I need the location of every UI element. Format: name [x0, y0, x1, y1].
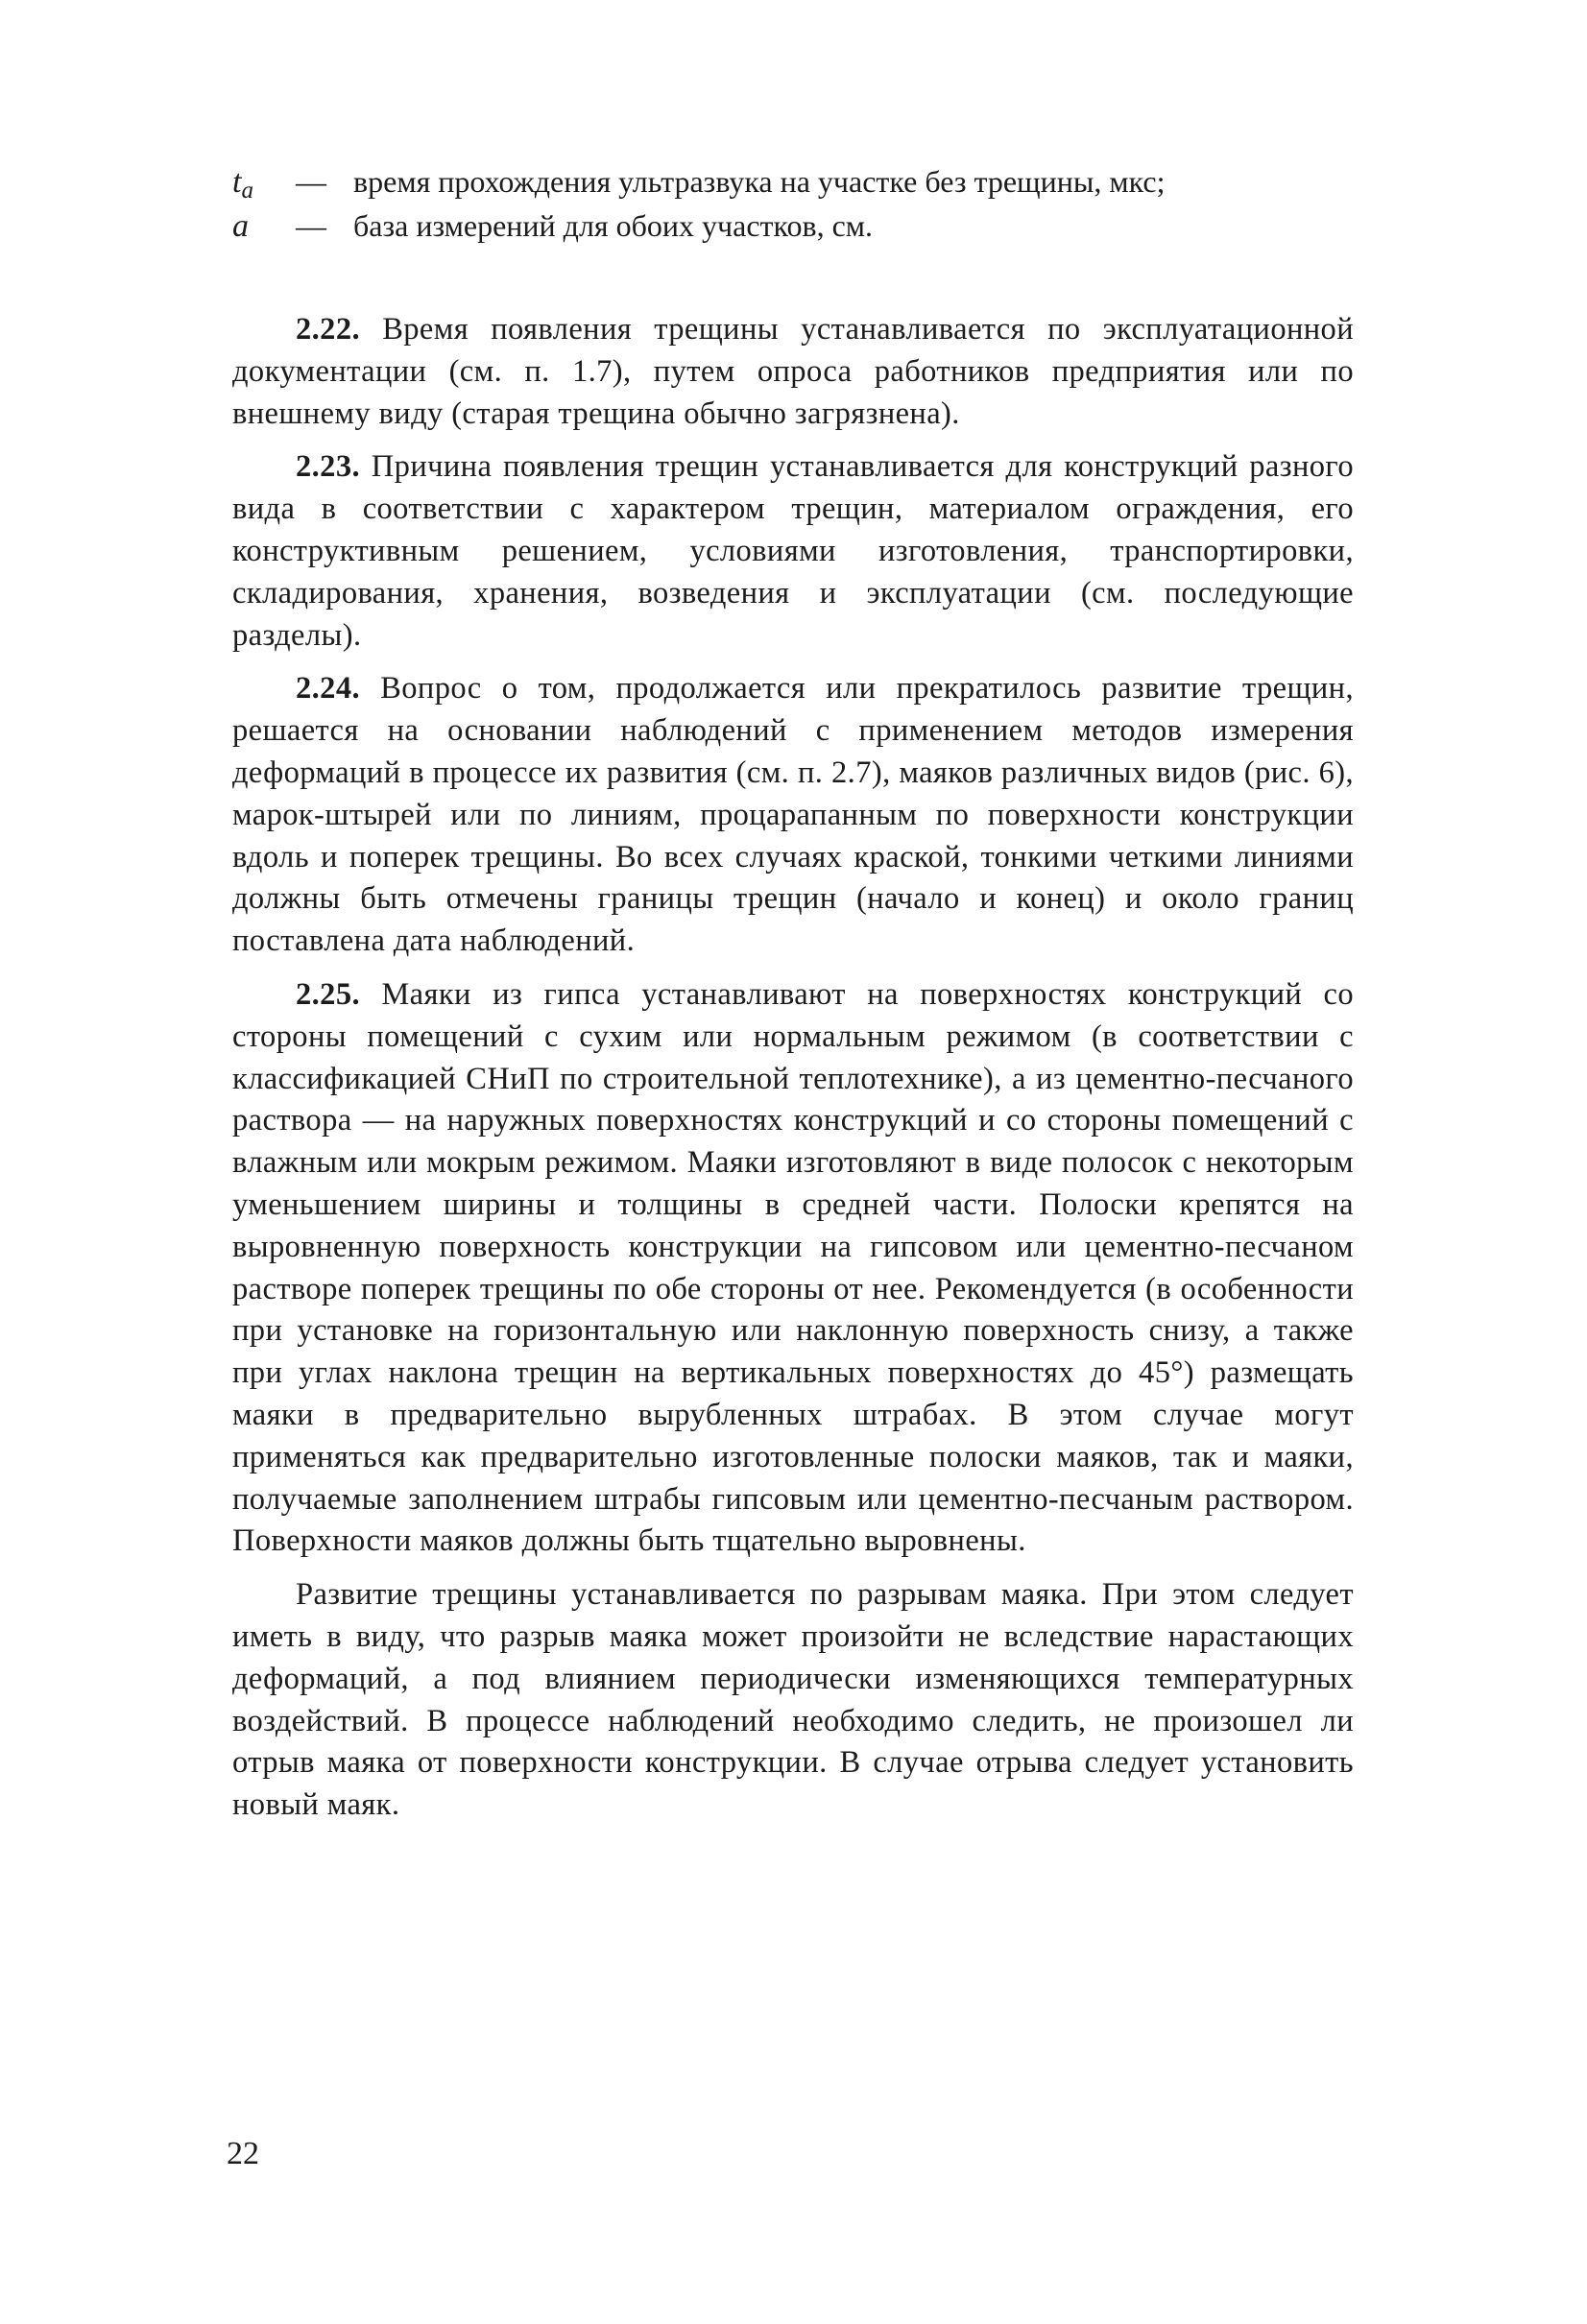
paragraph-number: 2.25. — [296, 976, 360, 1012]
paragraph-number: 2.23. — [296, 449, 360, 485]
paragraph-crack-development — [232, 1574, 1354, 1827]
paragraph-2-25 — [232, 974, 1354, 1563]
definition-text: база измерений для обоих участков, см. — [353, 208, 874, 243]
definition-row — [232, 205, 1354, 247]
paragraph-2-23 — [232, 446, 1354, 657]
definition-row — [232, 161, 1354, 205]
paragraph-text: Развитие трещины устанавливается по разрывам маяка. При этом следует иметь в виду, что разрыв маяка может произойти не вследствие нарастающих деформаций, а под влиянием периодически изменяющихся температурных воздействий. В процессе наблюдений необходимо следить, не произошел ли отрыв маяка от поверхности конструкции. В случае отрыва следует установить новый маяк. — [232, 1577, 1354, 1823]
body-text — [232, 309, 1354, 1838]
paragraph-text: Время появления трещины устанавливается по эксплуатационной документации (см. п. 1.7), путем опроса работников предприятия или по внешнему виду (старая трещина обычно загрязнена). — [232, 312, 1354, 431]
paragraph-text: Причина появления трещин устанавливается для конструкций разного вида в соответствии с характером трещин, материалом ограждения, его конструктивным решением, условиями изготовления, транспортировки, складирования, хранения, возведения и эксплуатации (см. последующие разделы). — [232, 449, 1354, 653]
paragraph-2-22 — [232, 309, 1354, 435]
definition-dash: — — [296, 164, 326, 199]
definitions-list — [232, 161, 1354, 247]
paragraph-number: 2.22. — [296, 312, 360, 347]
paragraph-number: 2.24. — [296, 671, 360, 707]
paragraph-text: Вопрос о том, продолжается или прекратилось развитие трещин, решается на основании наблюдений с применением методов измерения деформаций в процессе их развития (см. п. 2.7), маяков различных видов (рис. 6), марок-штырей или по линиям, процарапанным по поверхности конструкции вдоль и поперек трещины. Во всех случаях краской, тонкими четкими линиями должны быть отмечены границы трещин (начало и конец) и около границ поставлена дата наблюдений. — [232, 671, 1354, 959]
paragraph-text: Маяки из гипса устанавливают на поверхностях конструкций со стороны помещений с сухим или нормальным режимом (в соответствии с классификацией СНиП по строительной теплотехнике), а из цементно-песчаного раствора — на наружных поверхностях конструкций и со стороны помещений с влажным или мокрым режимом. Маяки изготовляют в виде полосок с некоторым уменьшением ширины и толщины в средней части. Полоски крепятся на выровненную поверхность конструкции на гипсовом или цементно-песчаном растворе поперек трещины по обе стороны от нее. Рекомендуется (в особенности при установке на горизонтальную или наклонную поверхность снизу, а также при углах наклона трещин на вертикальных поверхностях до 45°) размещать маяки в предварительно вырубленных штрабах. В этом случае могут применяться как предварительно изготовленные полоски маяков, так и маяки, получаемые заполнением штрабы гипсовым или цементно-песчаным раствором. Поверхности маяков должны быть тщательно выровнены. — [232, 976, 1355, 1559]
definition-dash: — — [296, 208, 326, 243]
definition-symbol: a — [232, 208, 249, 244]
page-number: 22 — [227, 2136, 259, 2171]
definition-symbol: $t_a$ — [232, 164, 253, 204]
definition-text: время прохождения ультразвука на участке без трещины, мкс; — [353, 164, 1166, 199]
paragraph-2-24 — [232, 668, 1354, 963]
